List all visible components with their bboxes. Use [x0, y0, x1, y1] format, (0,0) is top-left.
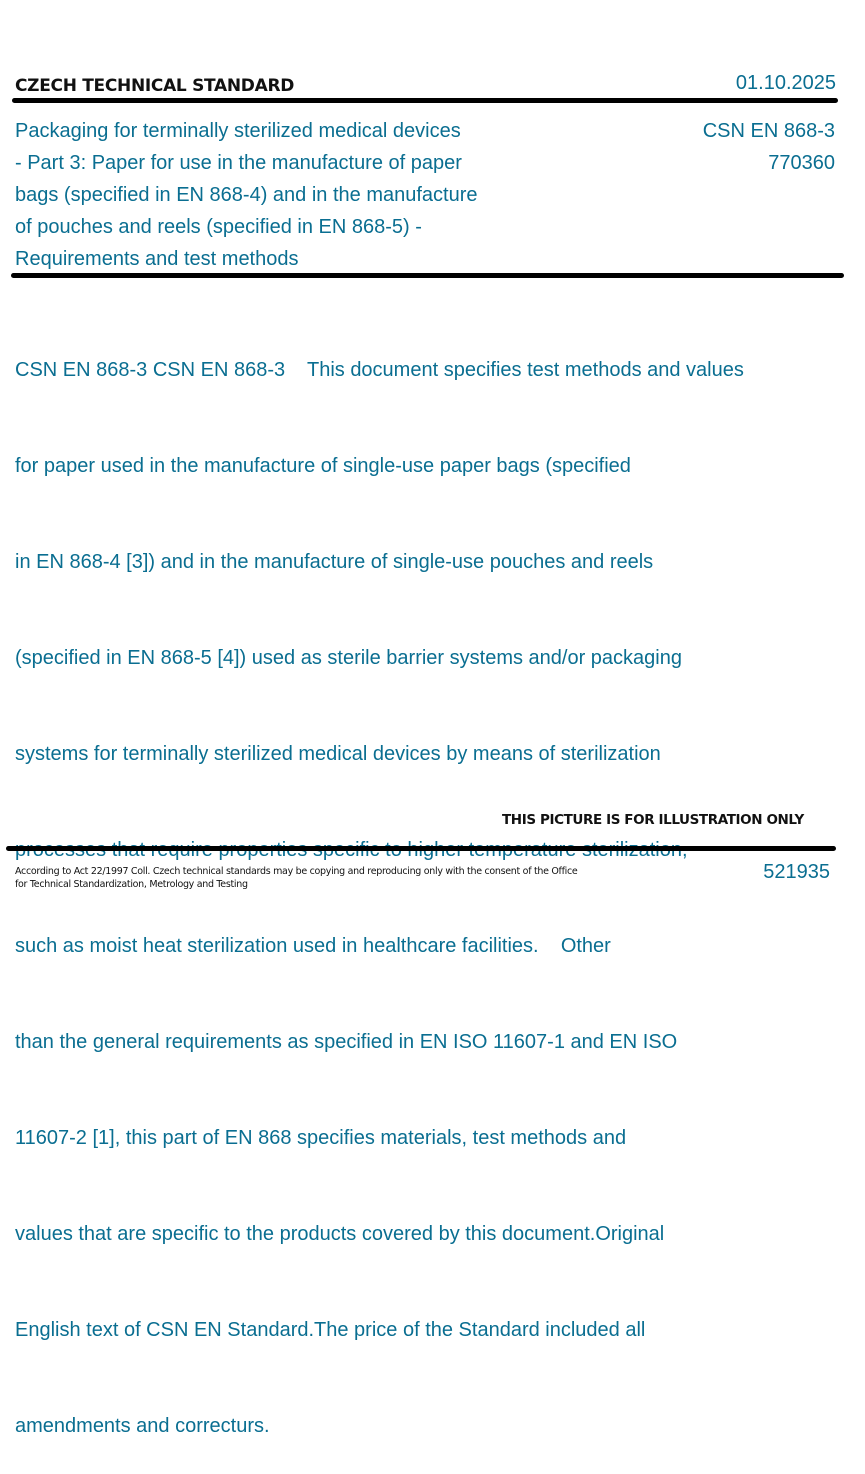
- abstract-line: (specified in EN 868-5 [4]) used as sterile barrier systems and/or packaging: [15, 647, 682, 669]
- abstract-line: CSN EN 868-3 CSN EN 868-3 This document specifies test methods and values: [15, 359, 744, 381]
- footer-divider: [6, 846, 836, 851]
- abstract-line: amendments and correcturs.: [15, 1415, 270, 1437]
- header-title: CZECH TECHNICAL STANDARD: [15, 76, 295, 96]
- legal-notice: [15, 865, 585, 891]
- header-date: 01.10.2025: [735, 72, 836, 94]
- header-divider: [12, 98, 838, 103]
- title-divider: [11, 273, 844, 278]
- abstract-line: values that are specific to the products covered by this document.Original: [15, 1223, 665, 1245]
- document-title-line: bags (specified in EN 868-4) and in the manufacture: [15, 184, 478, 206]
- abstract-line: for paper used in the manufacture of single-use paper bags (specified: [15, 455, 631, 477]
- illustration-note: THIS PICTURE IS FOR ILLUSTRATION ONLY: [502, 812, 804, 828]
- abstract-line: than the general requirements as specified in EN ISO 11607-1 and EN ISO: [15, 1031, 678, 1053]
- document-title-line: Requirements and test methods: [15, 248, 299, 270]
- document-title-line: of pouches and reels (specified in EN 868-5) -: [15, 216, 422, 238]
- legal-line: for Technical Standardization, Metrology and Testing: [15, 879, 248, 890]
- document-title: [15, 115, 535, 275]
- standard-code: CSN EN 868-3: [702, 120, 835, 142]
- abstract-line: 11607-2 [1], this part of EN 868 specifies materials, test methods and: [15, 1127, 627, 1149]
- catalog-number: 770360: [768, 152, 835, 174]
- document-title-line: Packaging for terminally sterilized medical devices: [15, 120, 461, 142]
- document-identifiers: [703, 115, 835, 179]
- abstract-line: such as moist heat sterilization used in healthcare facilities. Other: [15, 935, 611, 957]
- document-title-line: - Part 3: Paper for use in the manufacture of paper: [15, 152, 462, 174]
- abstract-line: English text of CSN EN Standard.The price of the Standard included all: [15, 1319, 646, 1341]
- abstract-line: systems for terminally sterilized medical devices by means of sterilization: [15, 743, 661, 765]
- abstract-line: in EN 868-4 [3]) and in the manufacture of single-use pouches and reels: [15, 551, 654, 573]
- legal-line: According to Act 22/1997 Coll. Czech technical standards may be copying and reproducing only with the consent of the Office: [15, 866, 578, 877]
- footer-number: 521935: [763, 861, 830, 883]
